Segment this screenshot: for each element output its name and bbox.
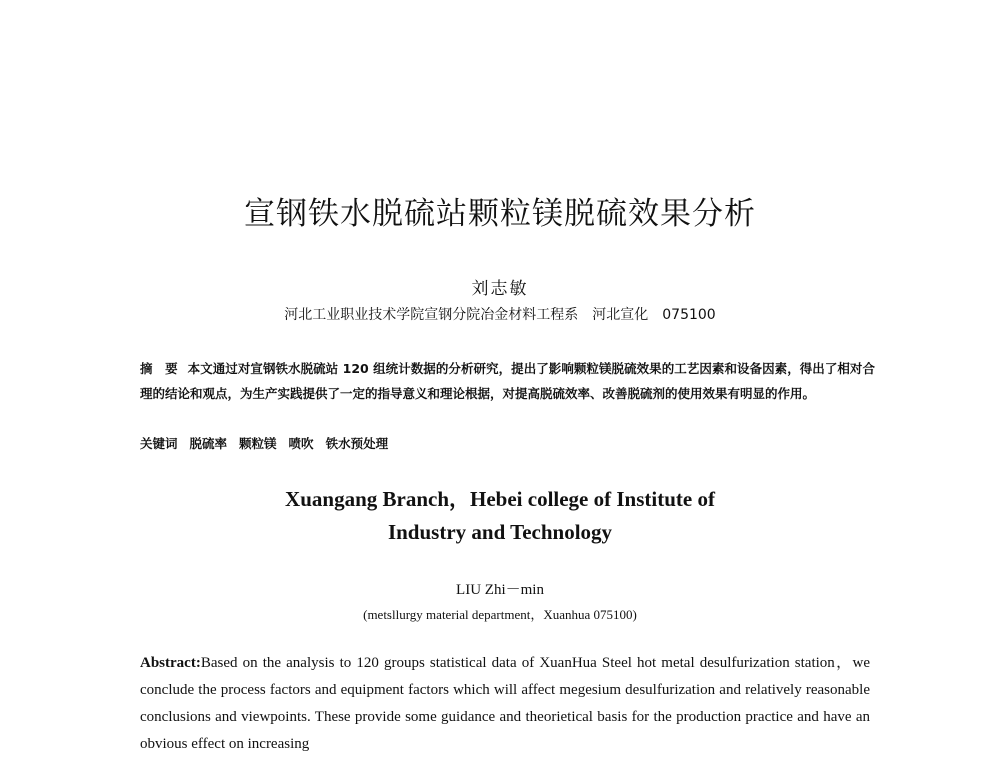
- chinese-keywords: [140, 431, 875, 456]
- keyword: 脱硫率: [189, 436, 228, 451]
- chinese-abstract-text: 本文通过对宣钢铁水脱硫站 120 组统计数据的分析研究，提出了影响颗粒镁脱硫效果的工艺因素和设备因素，得出了相对合理的结论和观点，为生产实践提供了一定的指导意义和理论根据，对提高脱硫效率、改善脱硫剂的使用效果有明显的作用。: [140, 361, 875, 401]
- english-abstract: [140, 650, 870, 758]
- keyword: 颗粒镁: [239, 436, 277, 451]
- english-author: LIU Zhi－min: [456, 582, 544, 598]
- chinese-title: 宣钢铁水脱硫站颗粒镁脱硫效果分析: [244, 196, 756, 232]
- chinese-affiliation-text: 河北工业职业技术学院宣钢分院冶金材料工程系 河北宣化: [284, 307, 649, 323]
- chinese-affiliation: [0, 304, 1000, 324]
- chinese-postcode: 075100: [662, 307, 716, 323]
- keyword: 铁水预处理: [325, 436, 389, 451]
- english-title: [0, 483, 1000, 549]
- english-title-line-2: Industry and Technology: [387, 520, 613, 544]
- chinese-abstract: [140, 356, 875, 406]
- english-abstract-text: Based on the analysis to 120 groups statistical data of XuanHua Steel hot metal desulfurization station，we conclude the process factors and equipment factors which will affect megesium desulfurization and relatively reasonable conclusions and viewpoints. These provide some guidance and theorietical basis for the production practice and have an obvious effect on increasing: [140, 655, 870, 752]
- english-title-line-1: Xuangang Branch，Hebei college of Institute of: [285, 487, 715, 511]
- english-affiliation: (metsllurgy material department，Xuanhua 075100): [363, 607, 637, 622]
- keyword: 喷吹: [288, 436, 314, 451]
- chinese-abstract-label: 摘 要: [140, 361, 178, 376]
- chinese-keywords-label: 关键词: [140, 436, 178, 451]
- english-abstract-label: Abstract:: [140, 655, 201, 671]
- chinese-author: 刘志敏: [471, 279, 529, 299]
